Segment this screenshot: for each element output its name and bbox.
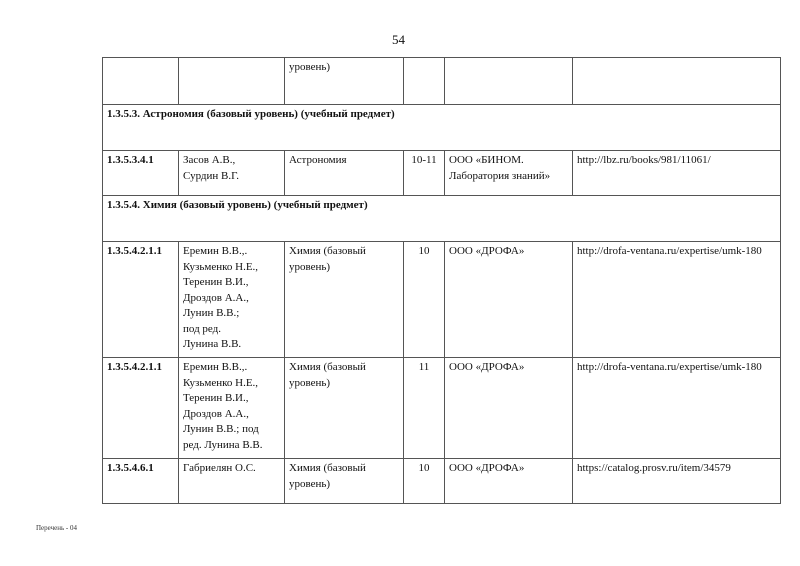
title-line: уровень) xyxy=(289,376,331,389)
author-line: Еремин В.В.,. xyxy=(183,361,248,373)
cell-grade xyxy=(404,58,445,105)
publisher-line: Лаборатория знаний» xyxy=(449,169,551,182)
cell-title xyxy=(285,242,404,358)
cell-publisher xyxy=(445,151,573,196)
section-heading-row xyxy=(103,196,781,242)
cell-grade: 10 xyxy=(404,242,445,358)
cell-grade: 10 xyxy=(404,459,445,504)
continuation-row xyxy=(103,58,781,105)
cell-url xyxy=(573,58,781,105)
table-row xyxy=(103,151,781,196)
author-line: Засов А.В., xyxy=(183,154,236,166)
title-line: уровень) xyxy=(289,260,331,273)
title-line: Химия (базовый xyxy=(289,462,366,474)
cell-grade: 11 xyxy=(404,358,445,459)
author-line: Лунин В.В.; под xyxy=(183,423,259,435)
author-line: Дроздов А.А., xyxy=(183,291,249,304)
author-line: Лунин В.В.; xyxy=(183,307,240,319)
title-line: уровень) xyxy=(289,477,331,490)
author-line: Габриелян О.С. xyxy=(183,462,256,474)
cell-url-link[interactable]: http://drofa-ventana.ru/expertise/umk-180 xyxy=(573,242,781,358)
cell-url-link[interactable]: http://drofa-ventana.ru/expertise/umk-180 xyxy=(573,358,781,459)
cell-title xyxy=(285,459,404,504)
author-line: под ред. xyxy=(183,322,222,335)
cell-publisher xyxy=(445,358,573,459)
section-heading-astronomy: 1.3.5.3. Астрономия (базовый уровень) (учебный предмет) xyxy=(103,105,781,151)
cell-authors xyxy=(179,358,285,459)
author-line: Теренин В.И., xyxy=(183,276,249,288)
cell-authors xyxy=(179,151,285,196)
title-line: Химия (базовый xyxy=(289,245,366,257)
cell-grade: 10-11 xyxy=(404,151,445,196)
cell-url-link[interactable]: http://lbz.ru/books/981/11061/ xyxy=(573,151,781,196)
cell-code: 1.3.5.4.6.1 xyxy=(103,459,179,504)
cell-title: уровень) xyxy=(285,58,404,105)
publisher-line: ООО «ДРОФА» xyxy=(449,462,525,474)
author-line: Кузьменко Н.Е., xyxy=(183,376,259,389)
cell-authors xyxy=(179,242,285,358)
publisher-line: ООО «БИНОМ. xyxy=(449,154,524,166)
author-line: Теренин В.И., xyxy=(183,392,249,404)
cell-publisher xyxy=(445,242,573,358)
author-line: Дроздов А.А., xyxy=(183,407,249,420)
author-line: Еремин В.В.,. xyxy=(183,245,248,257)
author-line: Кузьменко Н.Е., xyxy=(183,260,259,273)
publisher-line: ООО «ДРОФА» xyxy=(449,361,525,373)
cell-authors xyxy=(179,459,285,504)
cell-code xyxy=(103,58,179,105)
cell-publisher xyxy=(445,58,573,105)
cell-publisher xyxy=(445,459,573,504)
cell-title xyxy=(285,358,404,459)
page-number: 54 xyxy=(392,32,405,47)
section-heading-chemistry: 1.3.5.4. Химия (базовый уровень) (учебный предмет) xyxy=(103,196,781,242)
table-row xyxy=(103,459,781,504)
page-footer: Перечень - 04 xyxy=(36,524,77,532)
title-line: Химия (базовый xyxy=(289,361,366,373)
cell-authors xyxy=(179,58,285,105)
cell-code: 1.3.5.3.4.1 xyxy=(103,151,179,196)
cell-title: Астрономия xyxy=(285,151,404,196)
textbook-list-table xyxy=(102,57,781,504)
author-line: ред. Лунина В.В. xyxy=(183,438,263,451)
author-line: Сурдин В.Г. xyxy=(183,169,239,182)
author-line: Лунина В.В. xyxy=(183,338,242,350)
publisher-line: ООО «ДРОФА» xyxy=(449,245,525,257)
table-row xyxy=(103,242,781,358)
cell-code: 1.3.5.4.2.1.1 xyxy=(103,358,179,459)
cell-url-link[interactable]: https://catalog.prosv.ru/item/34579 xyxy=(573,459,781,504)
table-row xyxy=(103,358,781,459)
section-heading-row xyxy=(103,105,781,151)
cell-code: 1.3.5.4.2.1.1 xyxy=(103,242,179,358)
